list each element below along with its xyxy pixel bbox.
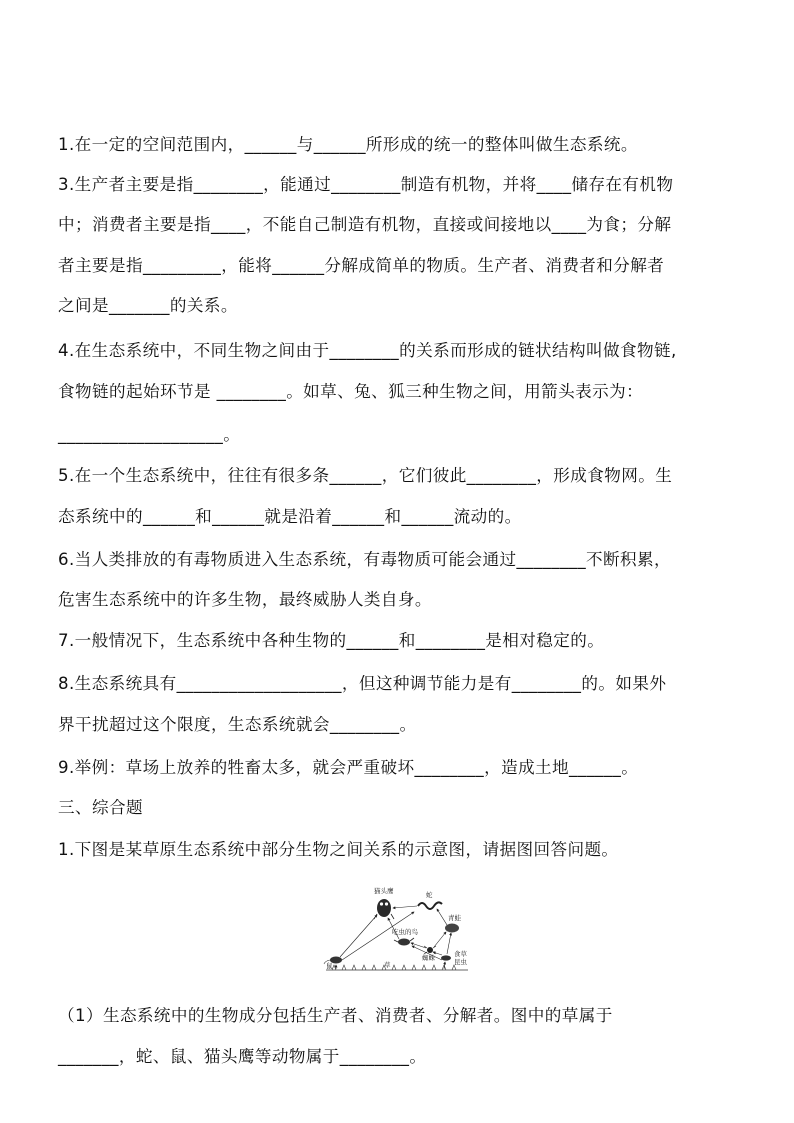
text-line: 5.在一个生态系统中，往往有很多条______，它们彼此________，形成食物网。生 — [58, 466, 673, 485]
text-line: （1）生态系统中的生物成分包括生产者、消费者、分解者。图中的草属于 — [58, 1006, 613, 1025]
owl-drawing — [374, 899, 394, 919]
bird-drawing — [394, 938, 414, 946]
text-line: 8.生态系统具有___________________，但这种调节能力是有________的。如果外 — [58, 674, 667, 693]
label-insect-bird: 吃虫的鸟 — [392, 928, 418, 936]
insect-drawing — [441, 955, 451, 960]
grass-drawing — [326, 965, 468, 970]
spider-drawing — [424, 946, 436, 954]
text-line: 危害生态系统中的许多生物，最终威胁人类自身。 — [58, 590, 432, 609]
text-line: 之间是_______的关系。 — [58, 296, 238, 315]
text-line: 界干扰超过这个限度，生态系统就会________。 — [58, 715, 417, 734]
text-line: _______，蛇、鼠、猫头鹰等动物属于________。 — [58, 1047, 427, 1066]
text-line: 6.当人类排放的有毒物质进入生态系统，有毒物质可能会通过________不断积累， — [58, 550, 672, 569]
section-heading: 三、综合题 — [58, 798, 143, 817]
text-line: 者主要是指_________，能将______分解成简单的物质。生产者、消费者和分解者 — [58, 256, 665, 275]
label-frog: 青蛙 — [448, 914, 461, 922]
text-line: 7.一般情况下，生态系统中各种生物的______和________是相对稳定的。 — [58, 631, 605, 650]
text-line: 9.举例：草场上放养的牲畜太多，就会严重破坏________，造成土地______。 — [58, 758, 639, 777]
text-line: 中；消费者主要是指____，不能自己制造有机物，直接或间接地以____为食；分解 — [58, 215, 672, 234]
text-line: 3.生产者主要是指________，能通过________制造有机物，并将____储存在有机物 — [58, 175, 674, 194]
text-line: 1.在一定的空间范围内，______与______所形成的统一的整体叫做生态系统。 — [58, 135, 638, 154]
text-line: 食物链的起始环节是 ________。如草、兔、狐三种生物之间，用箭头表示为： — [58, 382, 644, 401]
label-grass: 草 — [384, 961, 391, 969]
label-owl: 猫头鹰 — [374, 887, 394, 895]
label-spider: 蜘蛛 — [422, 954, 435, 962]
text-line: ___________________。 — [58, 425, 241, 444]
label-snake: 蛇 — [426, 891, 433, 899]
label-herb-insect-2: 昆虫 — [454, 958, 467, 966]
text-line: 4.在生态系统中，不同生物之间由于________的关系而形成的链状结构叫做食物链, — [58, 341, 677, 360]
snake-drawing — [418, 902, 442, 909]
text-line: 1.下图是某草原生态系统中部分生物之间关系的示意图，请据图回答问题。 — [58, 840, 619, 859]
label-mouse: 鼠 — [326, 962, 333, 970]
text-line: 态系统中的______和______就是沿着______和______流动的。 — [58, 507, 522, 526]
food-web-figure — [322, 884, 472, 978]
label-herb-insect-1: 食草 — [454, 950, 467, 958]
